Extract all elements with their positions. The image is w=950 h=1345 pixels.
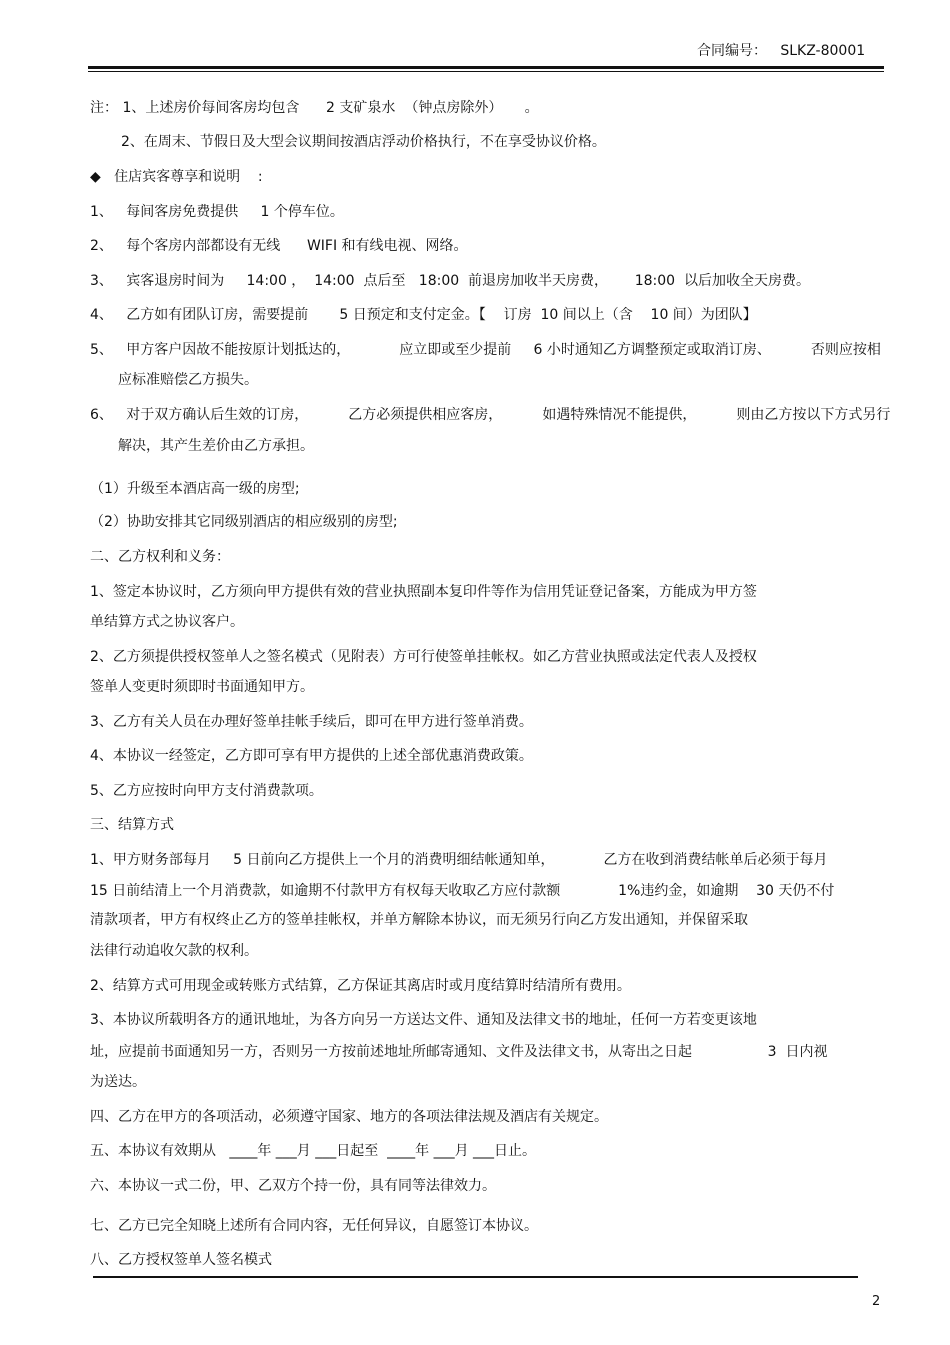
rights-item-5: 5、乙方应按时向甲方支付消费款项。 — [90, 783, 323, 799]
guest-item-5: 5、 甲方客户因故不能按原计划抵达的， 应立即或至少提前 6 小时通知乙方调整预定或取消订房、 否则应按相 — [90, 342, 881, 358]
guest-item-2: 2、 每个客房内部都设有无线 WIFI 和有线电视、网络。 — [90, 238, 468, 254]
rights-item-2-cont: 签单人变更时须即时书面通知甲方。 — [90, 679, 314, 695]
guest-item-6: 6、 对于双方确认后生效的订房， 乙方必须提供相应客房， 如遇特殊情况不能提供， 则由乙方按以下方式另行 — [90, 407, 891, 423]
guest-item-6-cont: 解决，其产生差价由乙方承担。 — [118, 438, 314, 454]
settlement-item-1-cont-3: 法律行动追收欠款的权利。 — [90, 943, 258, 959]
clause-4: 四、乙方在甲方的各项活动，必须遵守国家、地方的各项法律法规及酒店有关规定。 — [90, 1109, 608, 1125]
option-1: （1）升级至本酒店高一级的房型; — [90, 481, 300, 497]
guest-item-1: 1、 每间客房免费提供 1 个停车位。 — [90, 204, 344, 220]
clause-8: 八、乙方授权签单人签名模式 — [90, 1252, 272, 1268]
rights-item-1-cont: 单结算方式之协议客户。 — [90, 614, 244, 630]
guest-item-3: 3、 宾客退房时间为 14:00 ， 14:00 点后至 18:00 前退房加收半天房费， 18:00 以后加收全天房费。 — [90, 273, 810, 289]
section-heading-guest: ◆ 住店宾客尊享和说明 : — [90, 169, 263, 185]
rights-item-2: 2、乙方须提供授权签单人之签名模式（见附表）方可行使签单挂帐权。如乙方营业执照或法定代表人及授权 — [90, 649, 757, 665]
rights-item-1: 1、签定本协议时，乙方须向甲方提供有效的营业执照副本复印件等作为信用凭证登记备案，方能成为甲方签 — [90, 584, 757, 600]
settlement-item-1: 1、甲方财务部每月 5 日前向乙方提供上一个月的消费明细结帐通知单， 乙方在收到消费结帐单后必须于每月 — [90, 852, 828, 868]
header-rule-thin — [88, 71, 884, 72]
guest-item-4: 4、 乙方如有团队订房，需要提前 5 日预定和支付定金。【 订房 10 间以上（含 10 间）为团队】 — [90, 307, 757, 323]
contract-number: 合同编号： SLKZ-80001 — [697, 43, 866, 59]
settlement-item-3-cont-2: 为送达。 — [90, 1074, 146, 1090]
section-heading-rights: 二、乙方权利和义务： — [90, 549, 230, 565]
settlement-item-2: 2、结算方式可用现金或转账方式结算，乙方保证其离店时或月度结算时结清所有费用。 — [90, 978, 631, 994]
clause-7: 七、乙方已完全知晓上述所有合同内容，无任何异议，自愿签订本协议。 — [90, 1218, 538, 1234]
page-number: 2 — [872, 1294, 881, 1309]
settlement-item-1-cont-1: 15 日前结清上一个月消费款，如逾期不付款甲方有权每天收取乙方应付款额 1%违约金，如逾期 30 天仍不付 — [90, 883, 835, 899]
guest-item-5-cont: 应标准赔偿乙方损失。 — [118, 372, 258, 388]
rights-item-3: 3、乙方有关人员在办理好签单挂帐手续后，即可在甲方进行签单消费。 — [90, 714, 533, 730]
footer-rule — [93, 1276, 858, 1278]
note-line-1: 注： 1、上述房价每间客房均包含 2 支矿泉水 （钟点房除外） 。 — [90, 100, 539, 116]
clause-6: 六、本协议一式二份，甲、乙双方个持一份，具有同等法律效力。 — [90, 1178, 496, 1194]
header-rule-thick — [88, 66, 884, 69]
settlement-item-3: 3、本协议所载明各方的通讯地址，为各方向另一方送达文件、通知及法律文书的地址，任何一方若变更该地 — [90, 1012, 757, 1028]
section-heading-settlement: 三、结算方式 — [90, 817, 174, 833]
settlement-item-3-cont-1: 址，应提前书面通知另一方，否则另一方按前述地址所邮寄通知、文件及法律文书，从寄出之日起 3 日内视 — [90, 1044, 828, 1060]
note-line-2: 2、在周末、节假日及大型会议期间按酒店浮动价格执行，不在享受协议价格。 — [121, 134, 606, 150]
option-2: （2）协助安排其它同级别酒店的相应级别的房型; — [90, 514, 398, 530]
rights-item-4: 4、本协议一经签定，乙方即可享有甲方提供的上述全部优惠消费政策。 — [90, 748, 533, 764]
settlement-item-1-cont-2: 清款项者，甲方有权终止乙方的签单挂帐权，并单方解除本协议，而无须另行向乙方发出通知，并保留采取 — [90, 912, 748, 928]
clause-5-validity: 五、本协议有效期从 ____年 ___月 ___日起至 ____年 ___月 ___日止。 — [90, 1143, 537, 1159]
